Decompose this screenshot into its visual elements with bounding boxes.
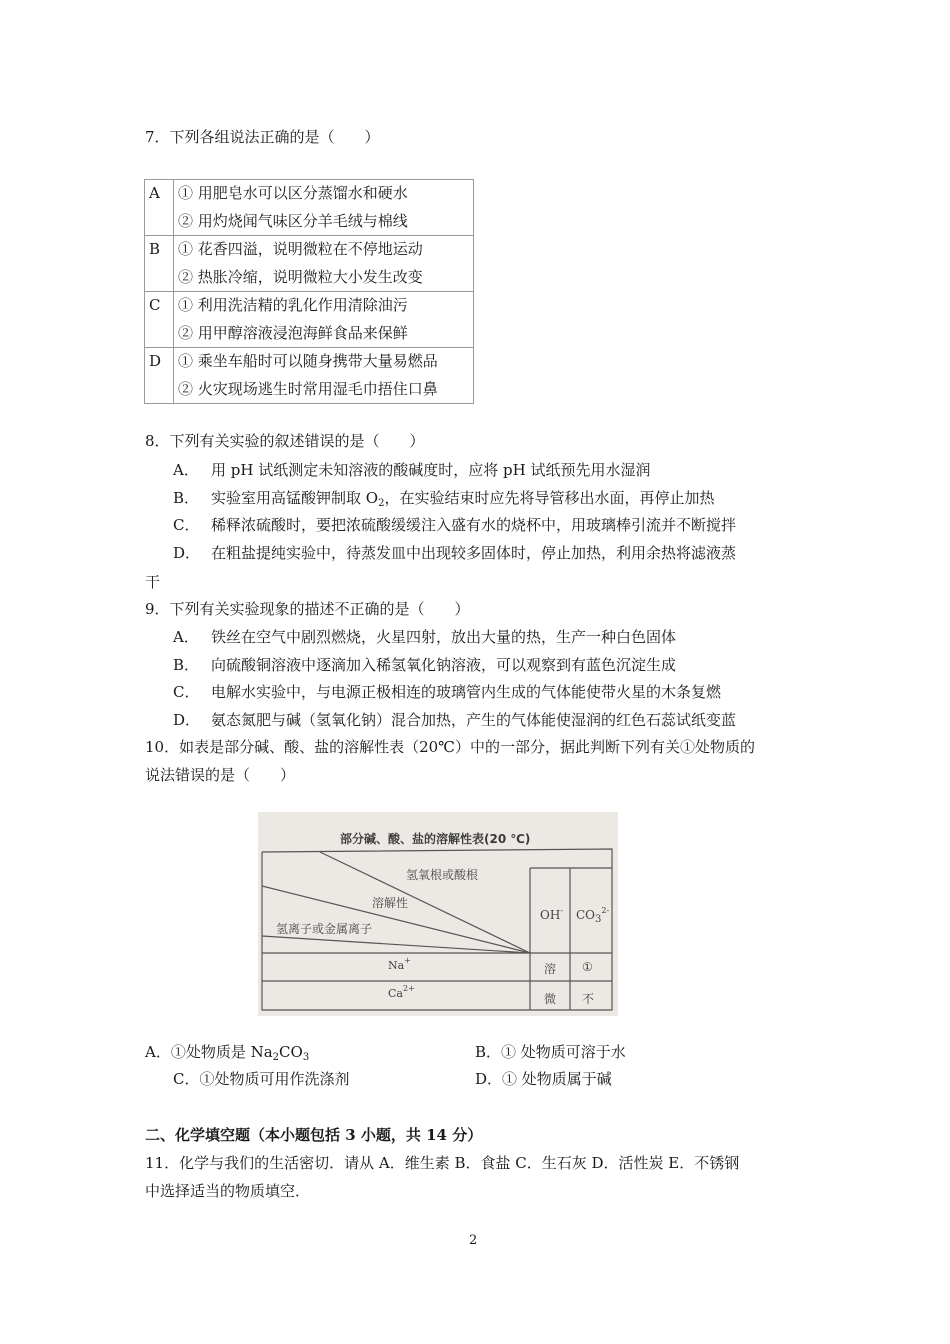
col-oh-text: OH xyxy=(540,908,561,922)
option-label: B． xyxy=(173,489,200,507)
section2-title: 二、化学填空题（本小题包括 3 小题，共 14 分） xyxy=(145,1126,483,1144)
photo-table-lines xyxy=(258,812,618,1016)
option-label: C． xyxy=(173,516,200,534)
row-line: ① 乘坐车船时可以随身携带大量易燃品 xyxy=(178,352,438,370)
option-text-part: 实验室用高锰酸钾制取 O xyxy=(211,489,379,507)
subscript: 3 xyxy=(595,914,602,925)
option-label: A． xyxy=(173,628,199,646)
table-row xyxy=(145,292,474,348)
option-text-part: A．①处物质是 Na xyxy=(145,1043,273,1061)
option-label: B． xyxy=(173,656,200,674)
option-text: 氨态氮肥与碱（氢氧化钠）混合加热，产生的气体能使湿润的红色石蕊试纸变蓝 xyxy=(211,711,737,729)
q10-option-a xyxy=(145,1041,309,1063)
row-line: ② 用灼烧闻气味区分羊毛绒与棉线 xyxy=(178,211,408,230)
row-content xyxy=(174,348,474,404)
option-text: 向硫酸铜溶液中逐滴加入稀氢氧化钠溶液，可以观察到有蓝色沉淀生成 xyxy=(211,656,677,674)
ion-text: Na xyxy=(388,959,405,972)
option-label: D． xyxy=(173,544,201,562)
col-co3-text: CO xyxy=(576,908,596,922)
q9-stem: 9．下列有关实验现象的描述不正确的是（ ） xyxy=(145,600,470,618)
row-label: C xyxy=(145,292,174,348)
row-label: B xyxy=(145,236,174,292)
row-na xyxy=(388,956,411,972)
table-row xyxy=(145,348,474,404)
superscript: - xyxy=(560,906,564,915)
q10-stem-line2: 说法错误的是（ ） xyxy=(145,766,296,784)
row-line: ① 花香四溢，说明微粒在不停地运动 xyxy=(178,240,423,258)
cell-na-oh: 溶 xyxy=(544,962,557,976)
row-content xyxy=(174,292,474,348)
photo-title: 部分碱、酸、盐的溶解性表(20 ℃) xyxy=(340,832,531,846)
col-co3 xyxy=(576,906,609,925)
q8-stem: 8．下列有关实验的叙述错误的是（ ） xyxy=(145,432,425,450)
option-text-part: ，在实验结束时应先将导管移出水面，再停止加热 xyxy=(384,489,715,507)
option-label: D． xyxy=(173,711,201,729)
q11-line1: 11．化学与我们的生活密切．请从 A．维生素 B．食盐 C．生石灰 D．活性炭 E．不锈钢 xyxy=(145,1154,740,1172)
cell-na-co3: ① xyxy=(582,960,593,974)
q7-options-table xyxy=(144,179,474,404)
ion-text: Ca xyxy=(388,987,403,1000)
header-left: 氢离子或金属离子 xyxy=(276,922,373,936)
option-label: A． xyxy=(173,461,199,479)
q10-option-c: C．①处物质可用作洗涤剂 xyxy=(173,1070,350,1088)
table-row xyxy=(145,236,474,292)
option-text: 用 pH 试纸测定未知溶液的酸碱度时，应将 pH 试纸预先用水湿润 xyxy=(211,461,651,479)
q8-option-d-wrap: 干 xyxy=(145,573,161,591)
option-text xyxy=(211,487,714,509)
q7-stem: 7．下列各组说法正确的是（ ） xyxy=(145,128,380,146)
option-text: 稀释浓硫酸时，要把浓硫酸缓缓注入盛有水的烧杯中，用玻璃棒引流并不断搅拌 xyxy=(211,516,737,534)
row-content xyxy=(174,180,474,236)
row-line: ① 用肥皂水可以区分蒸馏水和硬水 xyxy=(178,184,408,202)
q10-option-d: D．① 处物质属于碱 xyxy=(475,1070,612,1088)
header-mid: 溶解性 xyxy=(372,896,409,910)
q10-option-b: B．① 处物质可溶于水 xyxy=(475,1043,626,1061)
header-top: 氢氧根或酸根 xyxy=(406,868,479,882)
table-row xyxy=(145,180,474,236)
superscript: 2+ xyxy=(402,984,415,993)
option-label: C． xyxy=(173,683,200,701)
row-ca xyxy=(388,984,415,1000)
row-line: ① 利用洗洁精的乳化作用清除油污 xyxy=(178,296,408,314)
page-number: 2 xyxy=(469,1233,478,1248)
q11-line2: 中选择适当的物质填空． xyxy=(145,1182,311,1200)
row-label: D xyxy=(145,348,174,404)
option-text: 铁丝在空气中剧烈燃烧，火星四射，放出大量的热，生产一种白色固体 xyxy=(211,628,677,646)
option-text-part: CO xyxy=(279,1043,303,1061)
subscript: 2 xyxy=(378,498,385,509)
option-text: 在粗盐提纯实验中，待蒸发皿中出现较多固体时，停止加热，利用余热将滤液蒸 xyxy=(211,544,737,562)
solubility-table-photo xyxy=(258,812,618,1016)
option-text: 电解水实验中，与电源正极相连的玻璃管内生成的气体能使带火星的木条复燃 xyxy=(211,683,722,701)
cell-ca-oh: 微 xyxy=(544,992,557,1006)
row-line: ② 热胀冷缩，说明微粒大小发生改变 xyxy=(178,267,423,286)
cell-ca-co3: 不 xyxy=(582,992,595,1006)
row-line: ② 用甲醇溶液浸泡海鲜食品来保鲜 xyxy=(178,323,408,342)
subscript: 3 xyxy=(302,1052,310,1063)
row-label: A xyxy=(145,180,174,236)
col-oh xyxy=(540,906,563,922)
q10-stem-line1: 10．如表是部分碱、酸、盐的溶解性表（20℃）中的一部分，据此判断下列有关①处物质的 xyxy=(145,738,755,756)
superscript: 2- xyxy=(601,906,610,915)
subscript: 2 xyxy=(272,1052,280,1063)
row-content xyxy=(174,236,474,292)
superscript: + xyxy=(404,956,411,965)
row-line: ② 火灾现场逃生时常用湿毛巾捂住口鼻 xyxy=(178,379,438,398)
